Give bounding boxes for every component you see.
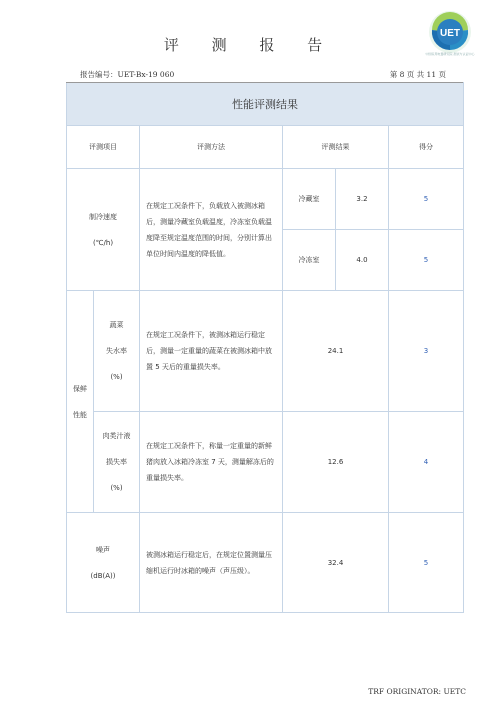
score-meat: 4	[389, 412, 464, 513]
meat-line3: (%)	[110, 484, 123, 492]
veg-line3: (%)	[110, 373, 123, 381]
value-freezer: 4.0	[336, 230, 389, 291]
score-noise: 5	[389, 513, 464, 613]
item-noise-name: 噪声	[96, 545, 110, 554]
method-noise: 被测冰箱运行稳定后，在规定位置测量压缩机运行时冰箱的噪声（声压级）。	[140, 513, 283, 613]
report-title: 评 测 报 告	[163, 36, 337, 54]
item-noise	[67, 513, 140, 613]
value-meat: 12.6	[283, 412, 389, 513]
score-vegetable: 3	[389, 291, 464, 412]
table-row-noise	[67, 513, 464, 613]
meat-line1: 肉类汁液	[102, 432, 131, 440]
table-caption: 性能评测结果	[67, 83, 464, 126]
uet-logo	[428, 10, 472, 54]
report-meta	[80, 69, 462, 81]
item-cooling-name: 制冷速度	[89, 212, 117, 221]
score-freezer: 5	[389, 230, 464, 291]
footer-originator: TRF ORIGINATOR: UETC	[368, 687, 466, 696]
compartment-fridge: 冷藏室	[283, 169, 336, 230]
logo-caption: 中国家用电器研究院 测试与认证中心	[425, 52, 475, 56]
method-vegetable: 在规定工况条件下，被测冰箱运行稳定后，测量一定重量的蔬菜在被测冰箱中放置 5 天后的重量损失率。	[140, 291, 283, 412]
item-noise-unit: (dB(A))	[90, 571, 116, 580]
method-cooling: 在规定工况条件下，负载放入被测冰箱后，测量冷藏室负载温度，冷冻室负载温度降至规定温度范围的时间，分别计算出单位时间内温度的降低值。	[140, 169, 283, 291]
table-row-vegetable-loss	[67, 291, 464, 412]
item-cooling-speed	[67, 169, 140, 291]
report-number: 报告编号：UET-Bx-19 060	[80, 70, 175, 79]
col-header-score: 得分	[389, 126, 464, 169]
table-header-row	[67, 126, 464, 169]
method-meat: 在规定工况条件下，称量一定重量的新鲜猪肉放入冰箱冷冻室 7 天，测量解冻后的重量损失率。	[140, 412, 283, 513]
item-cooling-unit: (℃/h)	[92, 238, 114, 247]
veg-line2: 失水率	[106, 347, 127, 355]
score-fridge: 5	[389, 169, 464, 230]
table-row-meat-loss	[67, 412, 464, 513]
col-header-item: 评测项目	[67, 126, 140, 169]
value-fridge: 3.2	[336, 169, 389, 230]
item-fresh-group	[67, 291, 94, 513]
meat-line2: 损失率	[106, 458, 127, 466]
fresh-group-line2: 性能	[73, 410, 87, 419]
uet-logo-icon	[428, 10, 472, 54]
value-noise: 32.4	[283, 513, 389, 613]
col-header-method: 评测方法	[140, 126, 283, 169]
veg-line1: 蔬菜	[109, 321, 124, 329]
item-vegetable-loss	[94, 291, 140, 412]
value-vegetable: 24.1	[283, 291, 389, 412]
fresh-group-line1: 保鲜	[73, 384, 87, 393]
col-header-result: 评测结果	[283, 126, 389, 169]
item-meat-loss	[94, 412, 140, 513]
results-table	[66, 82, 464, 613]
table-row-cooling-fridge	[67, 169, 464, 230]
compartment-freezer: 冷冻室	[283, 230, 336, 291]
page-info: 第 8 页 共 11 页	[389, 70, 446, 79]
logo-text: UET	[440, 28, 460, 39]
